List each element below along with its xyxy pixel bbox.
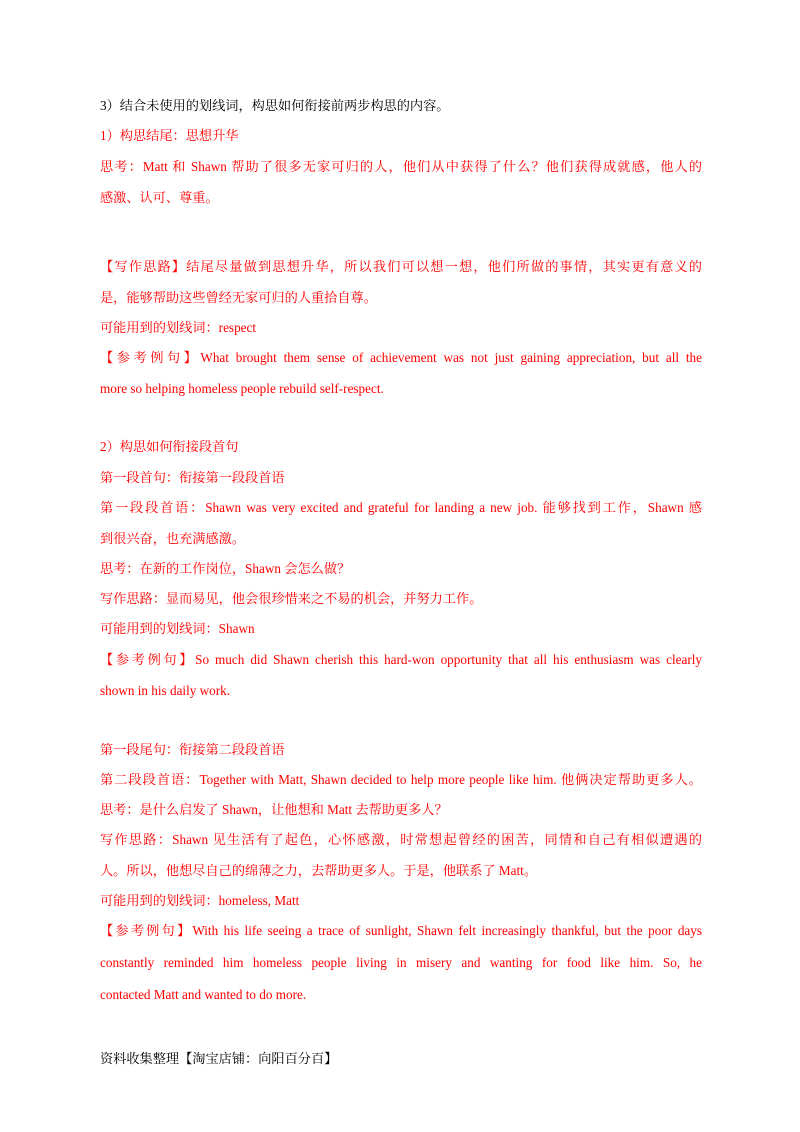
paragraph-line: 思考：在新的工作岗位，Shawn 会怎么做？ [100, 561, 351, 576]
subheading-transition: 2）构思如何衔接段首句 [100, 439, 239, 454]
paragraph-line: 第一段尾句：衔接第二段段首语 [100, 742, 285, 757]
example-sentence: shown in his daily work. [100, 683, 231, 698]
paragraph-line: 到很兴奋，也充满感激。 [100, 531, 246, 546]
example-sentence: 【参考例句】So much did Shawn cherish this hard-won opportunity that all his enthusiasm was clearly [100, 652, 702, 667]
paragraph-line: 可能用到的划线词：respect [100, 320, 257, 335]
paragraph-line: 写作思路：Shawn 见生活有了起色，心怀感激，时常想起曾经的困苦，同情和自己有相似遭遇的 [100, 832, 702, 847]
paragraph-line: 是，能够帮助这些曾经无家可归的人重拾自尊。 [100, 290, 377, 305]
paragraph-line: 第一段首句：衔接第一段段首语 [100, 470, 285, 485]
paragraph-line: 【写作思路】结尾尽量做到思想升华，所以我们可以想一想，他们所做的事情，其实更有意义的 [100, 259, 702, 274]
page-footer: 资料收集整理【淘宝店铺：向阳百分百】 [100, 1051, 338, 1066]
paragraph-line: 第二段段首语：Together with Matt, Shawn decided to help more people like him. 他俩决定帮助更多人。 [100, 772, 702, 787]
paragraph-line: 思考：Matt 和 Shawn 帮助了很多无家可归的人，他们从中获得了什么？他们获得成就感，他人的 [100, 159, 702, 174]
example-sentence: 【参考例句】What brought them sense of achievement was not just gaining appreciation, but all the [100, 350, 702, 365]
paragraph-line: 人。所以，他想尽自己的绵薄之力，去帮助更多人。于是，他联系了 Matt。 [100, 863, 538, 878]
paragraph-line: 思考：是什么启发了 Shawn，让他想和 Matt 去帮助更多人？ [100, 802, 448, 817]
paragraph-line: 可能用到的划线词：Shawn [100, 621, 255, 636]
paragraph-line: 第一段段首语：Shawn was very excited and grateful for landing a new job. 能够找到工作，Shawn 感 [100, 500, 702, 515]
example-sentence: contacted Matt and wanted to do more. [100, 987, 307, 1002]
example-sentence: more so helping homeless people rebuild self-respect. [100, 381, 384, 396]
example-sentence: constantly reminded him homeless people living in misery and wanting for food like him. So, he [100, 955, 702, 970]
section-heading-3: 3）结合未使用的划线词，构思如何衔接前两步构思的内容。 [100, 98, 450, 113]
paragraph-line: 感激、认可、尊重。 [100, 190, 219, 205]
subheading-ending: 1）构思结尾：思想升华 [100, 128, 239, 143]
paragraph-line: 写作思路：显而易见，他会很珍惜来之不易的机会，并努力工作。 [100, 591, 483, 606]
example-sentence: 【参考例句】With his life seeing a trace of sunlight, Shawn felt increasingly thankful, but the poor days [100, 923, 702, 938]
paragraph-line: 可能用到的划线词：homeless, Matt [100, 893, 300, 908]
